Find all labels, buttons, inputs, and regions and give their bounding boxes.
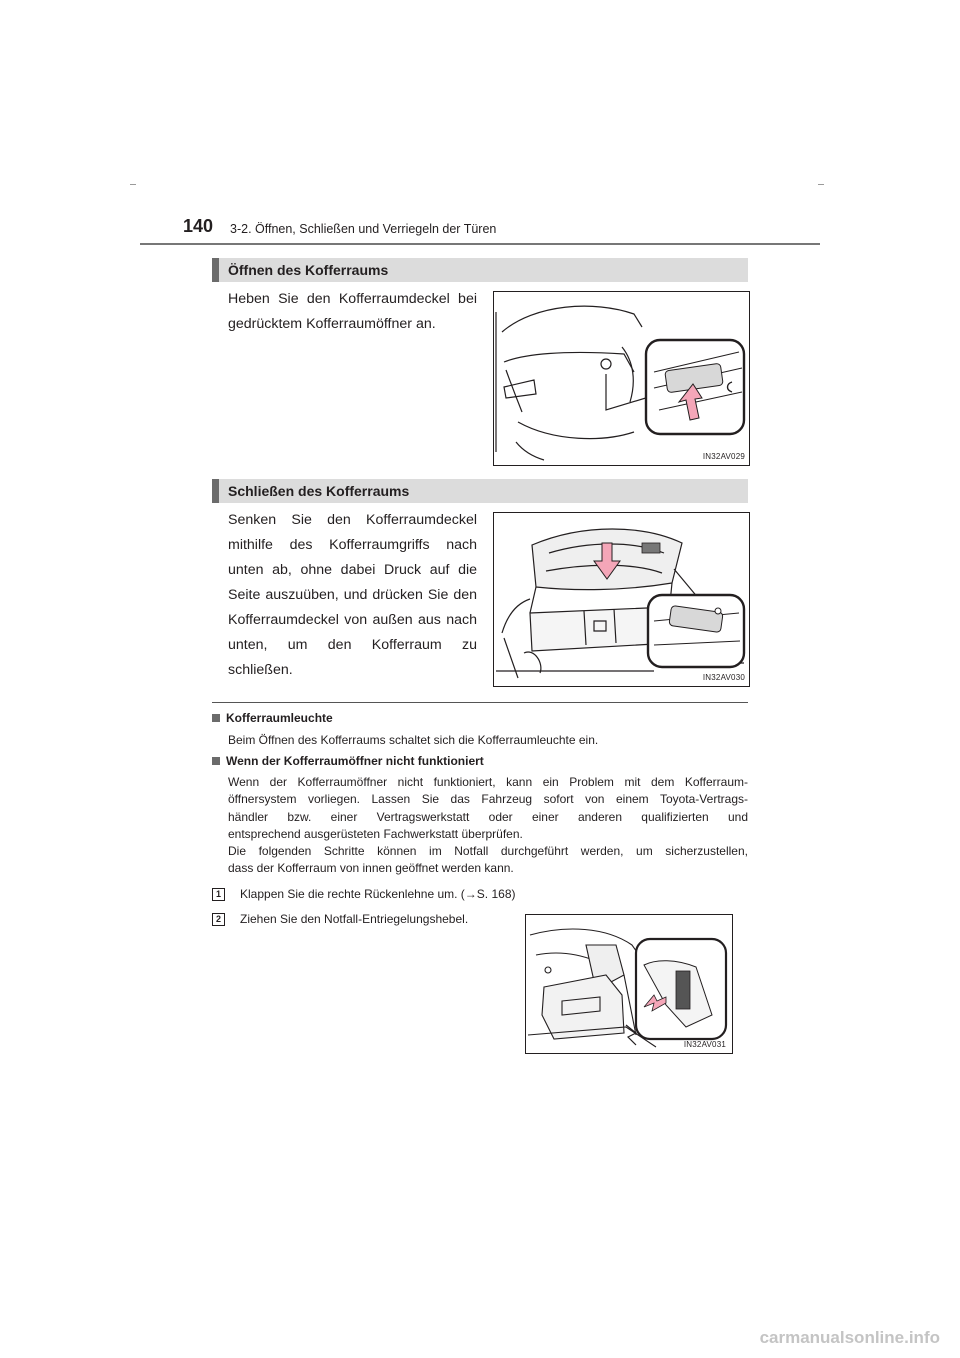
step-text-2: Ziehen Sie den Notfall-Entriegelungshebel. [240, 912, 469, 926]
note-line: dass der Kofferraum von innen geöffnet werden kann. [228, 861, 514, 876]
header-rule [140, 243, 820, 245]
note-title-trunk-light: Kofferraumleuchte [212, 711, 333, 725]
open-trunk-figure [493, 291, 750, 466]
emergency-release-figure [525, 914, 733, 1054]
crop-mark-left [130, 184, 136, 185]
square-bullet-icon [212, 714, 220, 722]
page-number: 140 [183, 216, 214, 236]
note-line: händler bzw. einer Vertragswerkstatt oder einer anderen qualifizierten und [228, 809, 748, 824]
open-trunk-text: Heben Sie den Kofferraumdeckel bei gedrücktem Kofferraumöffner an. [228, 291, 477, 332]
note-line: Die folgenden Schritte können im Notfall durchgeführt werden, um sicherzustellen, [228, 844, 748, 859]
step-text-1: Klappen Sie die rechte Rückenlehne um. (→S. 168) [240, 887, 516, 901]
section-title-close-trunk: Schließen des Kofferraums [212, 479, 748, 503]
section-title-open-trunk: Öffnen des Kofferraums [212, 258, 748, 282]
car-rear-illustration [494, 292, 749, 465]
figure-code: IN32AV029 [702, 452, 745, 461]
figure-code: IN32AV030 [702, 673, 745, 682]
step-number-1: 1 [212, 888, 225, 901]
notes-divider [212, 702, 748, 703]
step-number-2: 2 [212, 913, 225, 926]
note-line: Beim Öffnen des Kofferraums schaltet sich die Kofferraumleuchte ein. [228, 733, 599, 747]
note-title-opener-failure: Wenn der Kofferraumöffner nicht funktioniert [212, 754, 484, 768]
note-line: Wenn der Kofferraumöffner nicht funktioniert, kann ein Problem mit dem Kofferraum- [228, 775, 748, 789]
note-line: öffnersystem vorliegen. Lassen Sie das Fahrzeug sofort von einem Toyota-Vertrags- [228, 792, 748, 807]
close-trunk-text: Senken Sie den Kofferraumdeckel mithilfe des Kofferraumgriffs nach unten ab, ohne dabei Druck auf die Seite auszuüben, und drücken Sie den Kofferraumdeckel von außen aus nach unten, um den Kofferraum zu schließen. [228, 512, 477, 678]
square-bullet-icon [212, 757, 220, 765]
note-text-opener-failure [228, 774, 748, 878]
close-trunk-figure [493, 512, 750, 687]
figure-code: IN32AV031 [683, 1040, 726, 1049]
note-text-trunk-light [228, 732, 748, 749]
trunk-interior-illustration [526, 915, 732, 1053]
crop-mark-right [818, 184, 824, 185]
chapter-title: 3-2. Öffnen, Schließen und Verriegeln der Türen [230, 222, 497, 236]
footer-watermark: carmanualsonline.info [759, 1328, 940, 1347]
open-trunk-lid-illustration [494, 513, 749, 686]
note-line: entsprechend ausgerüsteten Fachwerkstatt überprüfen. [228, 826, 523, 841]
